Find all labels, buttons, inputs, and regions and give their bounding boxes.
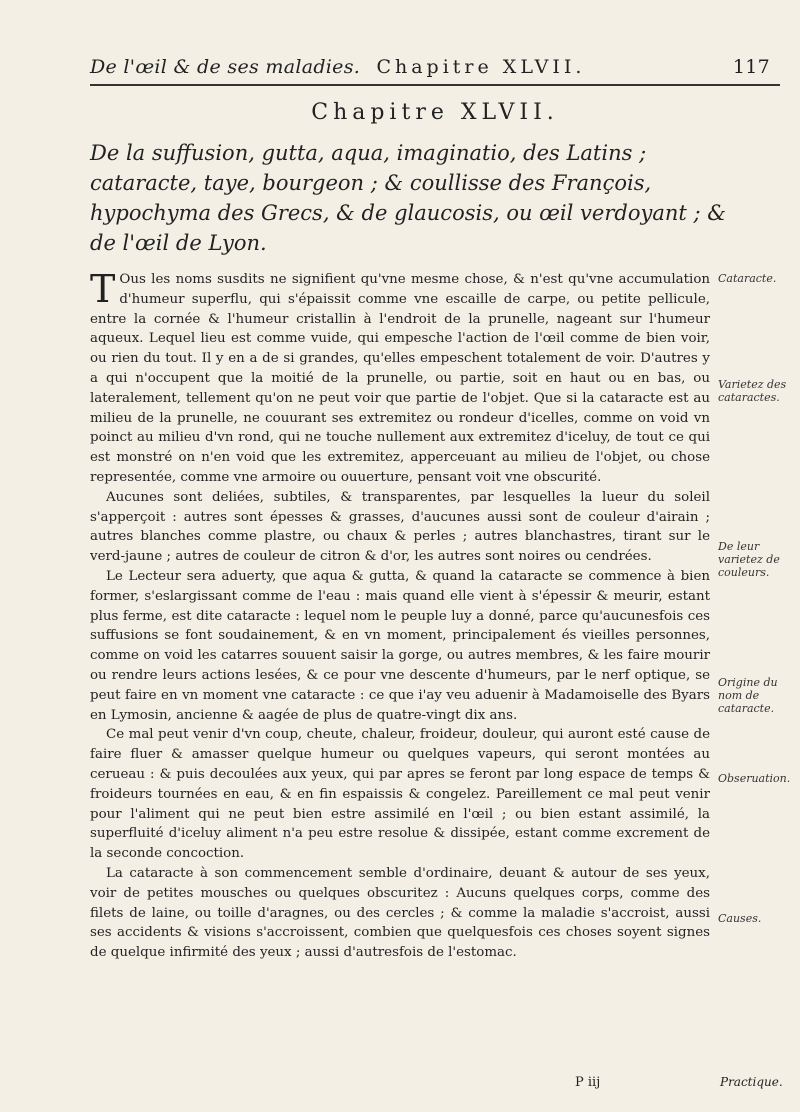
running-head-chapter: Chapitre XLVII. xyxy=(376,56,586,78)
running-head xyxy=(90,56,770,78)
paragraph-2: Aucunes sont deliées, subtiles, & transparentes, par lesquelles la lueur du soleil s'apperçoit : autres sont épesses & grasses, d'aucunes aussi sont de couleur d'airain ; autres blanches comme plastre, ou chaux & perles ; autres blanchastres, tirant sur le verd-jaune ; autres de couleur de citron & d'or, les autres sont noires ou cendrées. xyxy=(90,489,710,565)
page-number: 117 xyxy=(732,56,770,78)
margin-note-observation: Obseruation. xyxy=(718,772,791,785)
margin-note-cataracte: Cataracte. xyxy=(718,272,777,285)
chapter-subject: De la suffusion, gutta, aqua, imaginatio, des Latins ; cataracte, taye, bourgeon ; & coullisse des François, hypochyma des Grecs, & de glaucosis, ou œil verdoyant ; & de l'œil de Lyon. xyxy=(90,141,726,255)
body-text xyxy=(90,267,710,963)
margin-note-causes: Causes. xyxy=(718,912,762,925)
running-head-title: De l'œil & de ses maladies. xyxy=(90,56,361,78)
catchword: Practique. xyxy=(720,1075,783,1089)
margin-note-varietez: Varietez des cataractes. xyxy=(718,378,787,404)
paragraph-4: Ce mal peut venir d'vn coup, cheute, chaleur, froideur, douleur, qui auront esté cause de faire fluer & amasser quelque humeur ou quelques vapeurs, qui seront montées au cerueau : & puis decoulées aux yeux, qui par apres se feront par long espace de temps & froideurs tournées en eau, & en fin espaissis & congelez. Pareillement ce mal peut venir pour l'aliment qui ne peut bien estre assimilé en l'œil ; ou bien estant assimilé, la superfluité d'iceluy aliment n'a peu estre resolue & dissipée, estant comme excrement de la seconde concoction. xyxy=(90,727,710,862)
paragraph-5: La cataracte à son commencement semble d'ordinaire, deuant & autour de ses yeux, voir de petites mousches ou quelques obscuritez : Aucuns quelques corps, comme des filets de laine, ou toille d'aragnes, ou des cercles ; & comme la maladie s'accroist, aussi ses accidents & visions s'accroissent, combien que quelquesfois ces choses soyent signes de quelque infirmité des yeux ; aussi d'autresfois de l'estomac. xyxy=(90,865,710,961)
chapter-title: Chapitre XLVII. xyxy=(311,100,559,125)
paragraph-1: T Ous les noms susdits ne signifient qu'vne mesme chose, & n'est qu'vne accumulation d'humeur superflu, qui s'épaissit comme vne escaille de carpe, ou petite pellicule, entre la cornée & l'humeur cristallin à l'endroit de la prunelle, nageant sur l'humeur aqueux. Lequel lieu est comme vuide, qui empesche l'action de l'œil comme de bien voir, ou rien du tout. Il y en a de si grandes, qu'elles empeschent totalement de voir. D'autres y a qui n'occupent que la moitié de la prunelle, ou partie, soit en haut ou en bas, ou lateralement, tellement qu'on ne peut voir que partie de l'objet. Que si la cataracte est au milieu de la prunelle, ne couurant ses extremitez ou rondeur d'icelles, comme on void vn poinct au milieu d'vn rond, qui ne touche nullement aux extremitez d'iceluy, de tout ce qui est monstré on n'en void que les extremitez, apperceuant au milieu de l'objet, ou chose representée, comme vne armoire ou ouuerture, pensant voit vne obscurité. xyxy=(90,267,710,485)
header-rule xyxy=(90,84,780,86)
margin-note-origine: Origine du nom de cataracte. xyxy=(718,676,778,715)
drop-cap: T xyxy=(90,267,116,311)
margin-note-couleurs: De leur varietez de couleurs. xyxy=(718,540,780,579)
paragraph-3: Le Lecteur sera aduerty, que aqua & gutta, & quand la cataracte se commence à bien former, s'eslargissant comme de l'eau : mais quand elle vient à s'épessir & meurir, estant plus ferme, est dite cataracte : lequel nom le peuple luy a donné, parce qu'aucunesfois ces suffusions se font soudainement, & en vn moment, principalement és vieilles personnes, comme on void les catarres souuent saisir la gorge, ou autres membres, & les faire mourir ou rendre leurs actions lesées, & ce pour vne descente d'humeurs, par le nerf optique, se peut faire en vn moment vne cataracte : ce que i'ay veu aduenir à Madamoiselle des Byars en Lymosin, ancienne & aagée de plus de quatre-vingt dix ans. xyxy=(90,568,710,723)
signature-mark: P iij xyxy=(575,1075,601,1090)
